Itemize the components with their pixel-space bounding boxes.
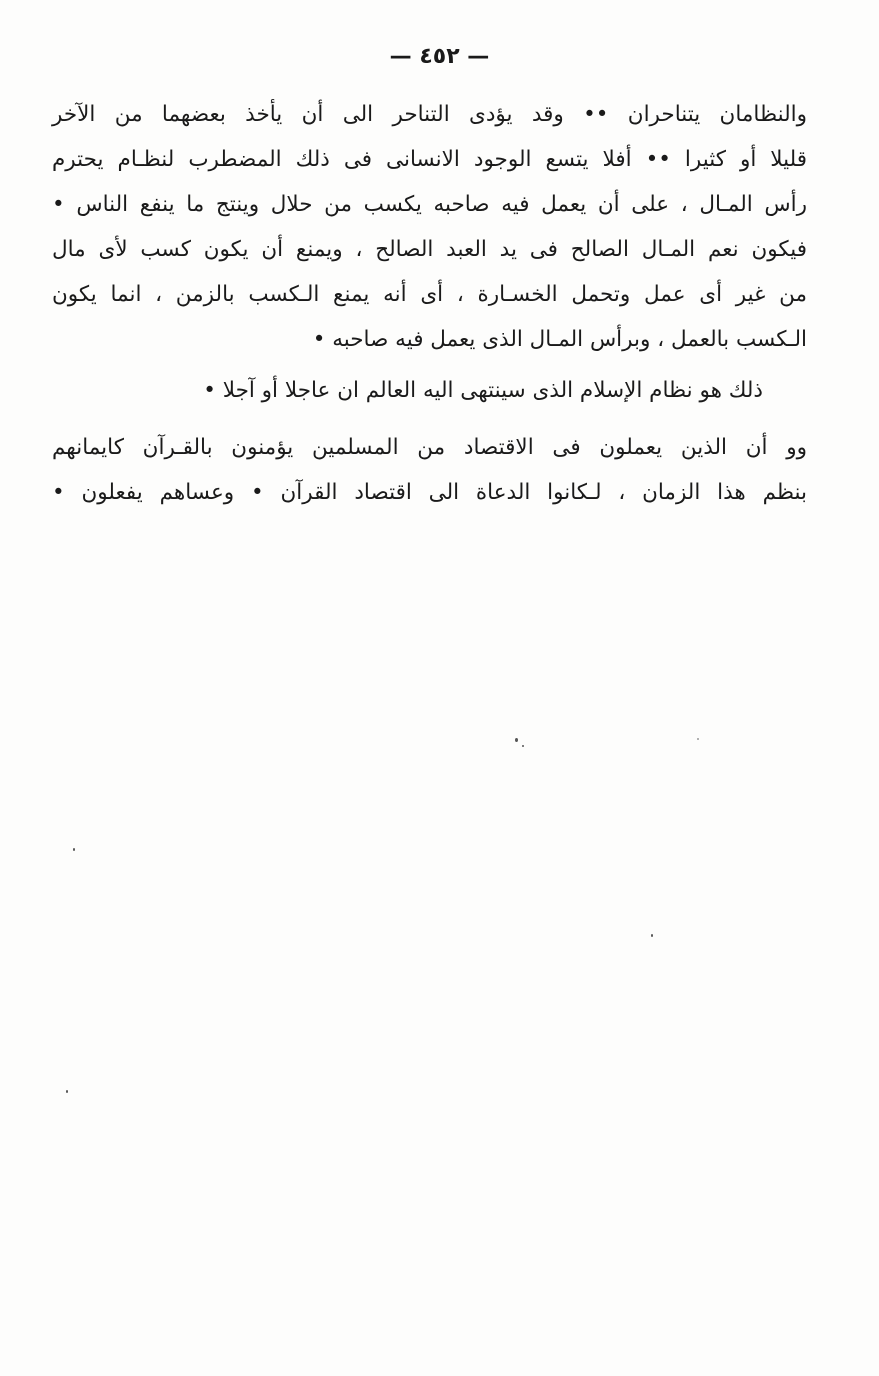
text-line: من غير أى عمل وتحمل الخسـارة ، أى أنه يمنع الـكسب بالزمن ، انما يكون [52, 282, 807, 307]
scan-speck [522, 745, 524, 747]
paragraph [52, 368, 807, 413]
text-line: رأس المـال ، على أن يعمل فيه صاحبه يكسب من حلال وينتج ما ينفع الناس • [52, 192, 807, 217]
scan-speck [73, 848, 75, 851]
paragraph [52, 92, 807, 362]
text-line: وو أن الذين يعملون فى الاقتصاد من المسلمين يؤمنون بالقـرآن كايمانهم [52, 435, 807, 460]
scan-speck [697, 738, 699, 740]
text-line: والنظامان يتناحران •• وقد يؤدى التناحر الى أن يأخذ بعضهما من الآخر [52, 102, 807, 127]
text-line: فيكون نعم المـال الصالح فى يد العبد الصالح ، ويمنع أن يكون كسب لأى مال [52, 237, 807, 262]
text-line: ذلك هو نظام الإسلام الذى سينتهى اليه العالم ان عاجلا أو آجلا • [203, 378, 763, 403]
text-line: بنظم هذا الزمان ، لـكانوا الدعاة الى اقتصاد القرآن • وعساهم يفعلون • [52, 480, 807, 505]
scan-speck [515, 738, 518, 742]
page-number: — ٤٥٢ — [389, 44, 490, 69]
page-body [52, 92, 807, 518]
text-line: الـكسب بالعمل ، وبرأس المـال الذى يعمل فيه صاحبه • [312, 327, 807, 352]
paragraph [52, 425, 807, 515]
scan-speck [66, 1090, 68, 1093]
text-line: قليلا أو كثيرا •• أفلا يتسع الوجود الانسانى فى ذلك المضطرب لنظـام يحترم [52, 147, 807, 172]
scan-speck [651, 934, 653, 937]
